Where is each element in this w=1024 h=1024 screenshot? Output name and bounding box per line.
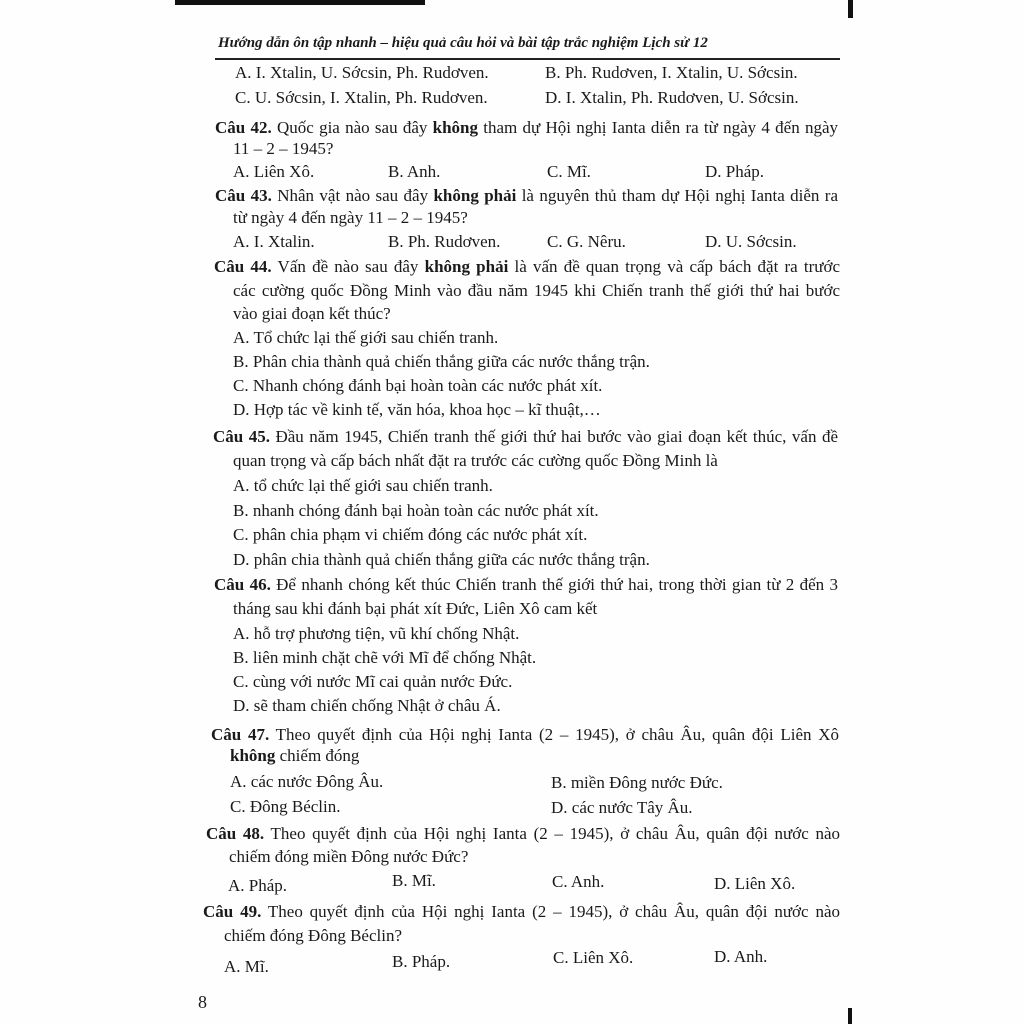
answer-option: D. Liên Xô. — [714, 874, 796, 893]
question-text: Theo quyết định của Hội nghị Ianta (2 – 1945), ở châu Âu, quân đội nước nào — [264, 824, 840, 843]
answer-option: D. Anh. — [714, 947, 768, 966]
answer-option: C. phân chia phạm vi chiếm đóng các nước phát xít. — [233, 525, 588, 544]
question-label: Câu 46. — [214, 575, 271, 594]
page-number: 8 — [198, 992, 207, 1012]
question-48-line-1 — [206, 822, 840, 846]
question-emphasis: không — [230, 746, 276, 765]
answer-option: C. Anh. — [552, 872, 605, 891]
question-text: Theo quyết định của Hội nghị Ianta (2 – 1945), ở châu Âu, quân đội nước nào — [261, 902, 840, 921]
question-43-line-1 — [215, 184, 838, 208]
question-44-line-1 — [214, 255, 840, 279]
answer-option: A. I. Xtalin. — [233, 232, 315, 251]
answer-option: A. Tổ chức lại thế giới sau chiến tranh. — [233, 328, 499, 347]
answer-option: A. Pháp. — [228, 876, 288, 895]
answer-option: D. phân chia thành quả chiến thắng giữa các nước thắng trận. — [233, 550, 650, 569]
answer-option: B. miền Đông nước Đức. — [551, 773, 723, 792]
running-header: Hướng dẫn ôn tập nhanh – hiệu quả câu hỏi và bài tập trắc nghiệm Lịch sử 12 — [218, 35, 708, 51]
question-text: Theo quyết định của Hội nghị Ianta (2 – 1945), ở châu Âu, quân đội Liên Xô — [269, 725, 839, 744]
answer-option: A. tổ chức lại thế giới sau chiến tranh. — [233, 476, 493, 495]
answer-option: B. Ph. Rudơven, I. Xtalin, U. Sớcsin. — [545, 63, 798, 82]
question-emphasis: không phải — [424, 257, 509, 276]
question-label: Câu 42. — [215, 118, 272, 137]
answer-option: B. Mĩ. — [392, 871, 436, 890]
answer-option: A. Liên Xô. — [233, 162, 315, 181]
answer-option: B. Pháp. — [392, 952, 451, 971]
question-text: Đầu năm 1945, Chiến tranh thế giới thứ hai bước vào giai đoạn kết thúc, vấn đề — [269, 427, 838, 446]
question-text: Nhân vật nào sau đây — [271, 186, 434, 205]
answer-option: C. G. Nêru. — [547, 232, 626, 251]
answer-option: C. Liên Xô. — [553, 948, 634, 967]
question-emphasis: không phải — [433, 186, 517, 205]
scan-edge-right-top — [848, 0, 853, 18]
answer-option: D. I. Xtalin, Ph. Rudơven, U. Sớcsin. — [545, 88, 799, 107]
scan-edge-top — [175, 0, 425, 5]
question-label: Câu 48. — [206, 824, 265, 843]
question-label: Câu 49. — [203, 902, 262, 921]
question-49-line-1 — [203, 900, 840, 924]
question-47-line-2 — [230, 744, 359, 768]
answer-option: A. I. Xtalin, U. Sớcsin, Ph. Rudơven. — [235, 63, 489, 82]
scan-edge-right-bottom — [848, 1008, 852, 1024]
question-text: Vấn đề nào sau đây — [271, 257, 425, 276]
question-text: là nguyên thủ tham dự Hội nghị Ianta diễn ra — [516, 186, 838, 205]
answer-option: C. cùng với nước Mĩ cai quản nước Đức. — [233, 672, 513, 691]
answer-option: C. U. Sớcsin, I. Xtalin, Ph. Rudơven. — [235, 88, 488, 107]
question-text: tham dự Hội nghị Ianta diễn ra từ ngày 4 đến ngày — [478, 118, 839, 137]
answer-option: C. Đông Béclin. — [230, 797, 341, 816]
question-emphasis: không — [432, 118, 478, 137]
answer-option: C. Nhanh chóng đánh bại hoàn toàn các nước phát xít. — [233, 376, 603, 395]
header-rule — [215, 58, 840, 60]
question-text: chiếm đóng — [275, 746, 360, 765]
question-label: Câu 45. — [213, 427, 270, 446]
question-42-line-2: 11 – 2 – 1945? — [233, 139, 334, 158]
question-46-line-1 — [214, 573, 838, 597]
answer-option: D. sẽ tham chiến chống Nhật ở châu Á. — [233, 696, 501, 715]
question-text: Quốc gia nào sau đây — [271, 118, 433, 137]
answer-option: B. Anh. — [388, 162, 441, 181]
question-45-line-2: quan trọng và cấp bách nhất đặt ra trước các cường quốc Đồng Minh là — [233, 451, 718, 470]
answer-option: B. Phân chia thành quả chiến thắng giữa các nước thắng trận. — [233, 352, 650, 371]
answer-option: C. Mĩ. — [547, 162, 591, 181]
question-text: Để nhanh chóng kết thúc Chiến tranh thế giới thứ hai, trong thời gian từ 2 đến 3 — [270, 575, 839, 594]
answer-option: B. Ph. Rudơven. — [388, 232, 501, 251]
question-49-line-2: chiếm đóng Đông Béclin? — [224, 926, 402, 945]
answer-option: D. Hợp tác về kinh tế, văn hóa, khoa học – kĩ thuật,… — [233, 400, 601, 419]
question-44-line-2: các cường quốc Đồng Minh vào đầu năm 1945 khi Chiến tranh thế giới thứ hai bước — [233, 281, 840, 300]
answer-option: B. liên minh chặt chẽ với Mĩ để chống Nhật. — [233, 648, 537, 667]
question-46-line-2: tháng sau khi đánh bại phát xít Đức, Liên Xô cam kết — [233, 599, 598, 618]
question-label: Câu 47. — [211, 725, 270, 744]
question-text: là vấn đề quan trọng và cấp bách đặt ra trước — [508, 257, 841, 276]
question-43-line-2: từ ngày 4 đến ngày 11 – 2 – 1945? — [233, 208, 468, 227]
answer-option: D. Pháp. — [705, 162, 765, 181]
question-label: Câu 43. — [215, 186, 272, 205]
answer-option: D. U. Sớcsin. — [705, 232, 797, 251]
question-label: Câu 44. — [214, 257, 272, 276]
question-45-line-1 — [213, 425, 838, 449]
answer-option: D. các nước Tây Âu. — [551, 798, 693, 817]
question-44-line-3: vào giai đoạn kết thúc? — [233, 304, 391, 323]
answer-option: A. hỗ trợ phương tiện, vũ khí chống Nhật. — [233, 624, 520, 643]
answer-option: A. Mĩ. — [224, 957, 269, 976]
answer-option: B. nhanh chóng đánh bại hoàn toàn các nước phát xít. — [233, 501, 599, 520]
question-48-line-2: chiếm đóng miền Đông nước Đức? — [229, 847, 469, 866]
answer-option: A. các nước Đông Âu. — [230, 772, 384, 791]
